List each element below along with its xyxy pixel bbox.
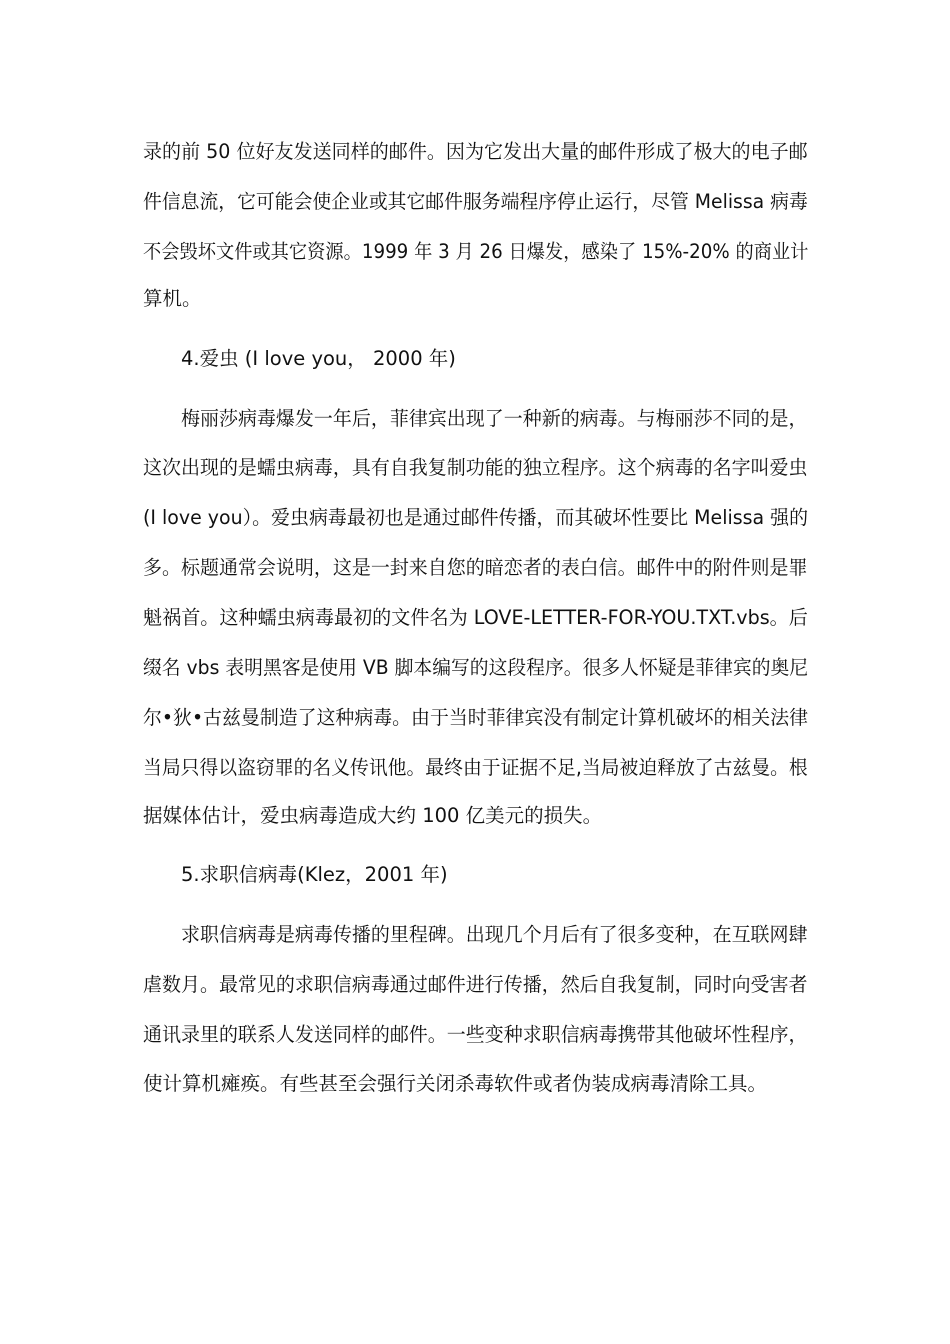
paragraph-line: 当局只得以盗窃罪的名义传讯他。最终由于证据不足,当局被迫释放了古兹曼。根 xyxy=(143,756,808,779)
section-heading: 5.求职信病毒(Klez，2001 年) xyxy=(181,863,448,886)
paragraph-line: 这次出现的是蠕虫病毒，具有自我复制功能的独立程序。这个病毒的名字叫爱虫 xyxy=(143,456,808,479)
paragraph-line: 不会毁坏文件或其它资源。1999 年 3 月 26 日爆发，感染了 15%-20% 的商业计 xyxy=(143,240,809,263)
paragraph-line: 据媒体估计，爱虫病毒造成大约 100 亿美元的损失。 xyxy=(143,804,603,827)
section-heading: 4.爱虫 (I love you， 2000 年) xyxy=(181,347,456,370)
paragraph-line: (I love you）。爱虫病毒最初也是通过邮件传播，而其破坏性要比 Melissa 强的 xyxy=(143,506,809,529)
paragraph-line: 通讯录里的联系人发送同样的邮件。一些变种求职信病毒携带其他破坏性程序， xyxy=(143,1023,808,1046)
paragraph-line: 尔•狄•古兹曼制造了这种病毒。由于当时菲律宾没有制定计算机破坏的相关法律 xyxy=(143,706,809,729)
paragraph-line: 求职信病毒是病毒传播的里程碑。出现几个月后有了很多变种，在互联网肆 xyxy=(181,923,808,946)
paragraph-line: 录的前 50 位好友发送同样的邮件。因为它发出大量的邮件形成了极大的电子邮 xyxy=(143,140,808,163)
paragraph-line: 使计算机瘫痪。有些甚至会强行关闭杀毒软件或者伪装成病毒清除工具。 xyxy=(143,1072,768,1095)
paragraph-line: 多。标题通常会说明，这是一封来自您的暗恋者的表白信。邮件中的附件则是罪 xyxy=(143,556,808,579)
paragraph-line: 梅丽莎病毒爆发一年后，菲律宾出现了一种新的病毒。与梅丽莎不同的是， xyxy=(181,407,808,430)
paragraph-line: 算机。 xyxy=(143,287,202,310)
paragraph-line: 件信息流，它可能会使企业或其它邮件服务端程序停止运行，尽管 Melissa 病毒 xyxy=(143,190,808,213)
paragraph-line: 虐数月。最常见的求职信病毒通过邮件进行传播，然后自我复制，同时向受害者 xyxy=(143,973,808,996)
paragraph-line: 缀名 vbs 表明黑客是使用 VB 脚本编写的这段程序。很多人怀疑是菲律宾的奥尼 xyxy=(143,656,809,679)
paragraph-line: 魁祸首。这种蠕虫病毒最初的文件名为 LOVE-LETTER-FOR-YOU.TXT.vbs。后 xyxy=(143,606,808,629)
